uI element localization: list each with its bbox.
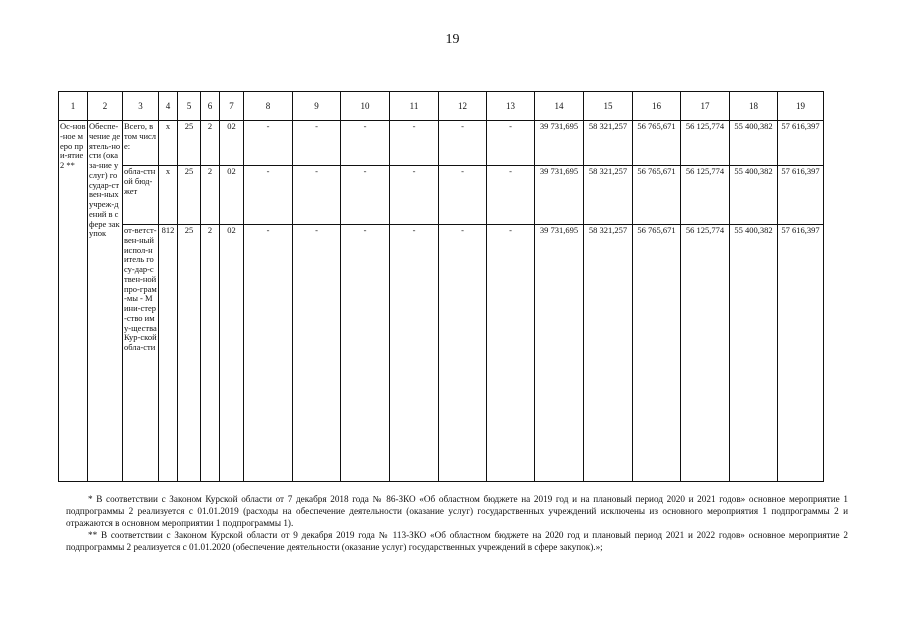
header-cell: 5 [178, 92, 201, 121]
table-cell: 812 [159, 225, 178, 482]
table-cell: 2 [201, 225, 220, 482]
amount-cell: 56 765,671 [633, 166, 681, 225]
table-cell: - [487, 225, 535, 482]
amount-cell: 57 616,397 [778, 166, 824, 225]
header-cell: 1 [59, 92, 88, 121]
amount-cell: 58 321,257 [584, 166, 633, 225]
header-cell: 15 [584, 92, 633, 121]
amount-cell: 56 765,671 [633, 121, 681, 166]
footnote-1: * В соответствии с Законом Курской области от 7 декабря 2018 года № 86-ЗКО «Об областном бюджете на 2019 год и на плановый период 2020 и 2021 годов» основное мероприятие 1 подпрограммы 2 реализуется с 01.01.2019 (расходы на обеспечение деятельности (оказание услуг) государственных учреждений исключены из основного мероприятия 1 подпрограммы 2 и отражаются в основном мероприятии 1 подпрограммы 1). [66, 494, 848, 528]
header-cell: 8 [244, 92, 293, 121]
source-cell: от-ветст-вен-ный испол-нитель госу-дар-ствен-ной про-грам-мы - Мини-стер-ство иму-щества Кур-ской обла-сти [123, 225, 159, 482]
table-cell: 2 [201, 121, 220, 166]
header-cell: 2 [88, 92, 123, 121]
table-cell: 25 [178, 121, 201, 166]
amount-cell: 56 125,774 [681, 166, 730, 225]
table-cell: 25 [178, 166, 201, 225]
table-row [59, 166, 824, 225]
table-cell: - [390, 225, 439, 482]
header-cell: 9 [293, 92, 341, 121]
amount-cell: 57 616,397 [778, 225, 824, 482]
table-cell: - [244, 225, 293, 482]
header-cell: 4 [159, 92, 178, 121]
header-cell: 18 [730, 92, 778, 121]
page-number: 19 [445, 32, 460, 47]
table-cell: - [244, 121, 293, 166]
header-cell: 11 [390, 92, 439, 121]
source-cell: обла-стной бюд-жет [123, 166, 159, 225]
amount-cell: 55 400,382 [730, 225, 778, 482]
header-cell: 19 [778, 92, 824, 121]
activity-number-cell: Ос-нов-ное меро при-ятие 2 ** [59, 121, 88, 482]
activity-name-cell: Обеспе-чение деятель-ности (оказа-ние услуг) государ-ствен-ных учреж-дений в сфере закупок [88, 121, 123, 482]
table-cell: - [341, 121, 390, 166]
header-cell: 17 [681, 92, 730, 121]
budget-table [58, 91, 824, 482]
table-cell: - [390, 121, 439, 166]
table-cell: х [159, 166, 178, 225]
amount-cell: 56 125,774 [681, 121, 730, 166]
table-row [59, 121, 824, 166]
amount-cell: 55 400,382 [730, 121, 778, 166]
amount-cell: 39 731,695 [535, 166, 584, 225]
table-cell: - [439, 225, 487, 482]
header-cell: 6 [201, 92, 220, 121]
header-cell: 10 [341, 92, 390, 121]
table-cell: - [487, 121, 535, 166]
amount-cell: 39 731,695 [535, 121, 584, 166]
header-cell: 12 [439, 92, 487, 121]
header-cell: 14 [535, 92, 584, 121]
footnote-2: ** В соответствии с Законом Курской области от 9 декабря 2019 года № 113-ЗКО «Об областном бюджете на 2020 год и плановый период 2021 и 2022 годов» основное мероприятие 2 подпрограммы 2 реализуется с 01.01.2020 (обеспечение деятельности (оказание услуг) государственных учреждений в сфере закупок).»; [66, 530, 848, 552]
table-cell: 02 [220, 225, 244, 482]
header-cell: 7 [220, 92, 244, 121]
amount-cell: 56 765,671 [633, 225, 681, 482]
amount-cell: 55 400,382 [730, 166, 778, 225]
source-cell: Всего, в том числе: [123, 121, 159, 166]
table-cell: - [244, 166, 293, 225]
table-cell: 02 [220, 166, 244, 225]
table-cell: 02 [220, 121, 244, 166]
header-cell: 13 [487, 92, 535, 121]
table-cell: - [341, 166, 390, 225]
table-cell: - [293, 225, 341, 482]
table-cell: - [341, 225, 390, 482]
header-row [59, 92, 824, 121]
footnotes [66, 493, 848, 553]
header-cell: 16 [633, 92, 681, 121]
amount-cell: 57 616,397 [778, 121, 824, 166]
table-cell: 25 [178, 225, 201, 482]
amount-cell: 56 125,774 [681, 225, 730, 482]
table-row [59, 225, 824, 482]
table-cell: - [487, 166, 535, 225]
table-cell: - [439, 166, 487, 225]
table-cell: 2 [201, 166, 220, 225]
table-cell: х [159, 121, 178, 166]
table-cell: - [390, 166, 439, 225]
amount-cell: 58 321,257 [584, 121, 633, 166]
table-cell: - [293, 166, 341, 225]
amount-cell: 58 321,257 [584, 225, 633, 482]
table-cell: - [439, 121, 487, 166]
header-cell: 3 [123, 92, 159, 121]
amount-cell: 39 731,695 [535, 225, 584, 482]
table-cell: - [293, 121, 341, 166]
